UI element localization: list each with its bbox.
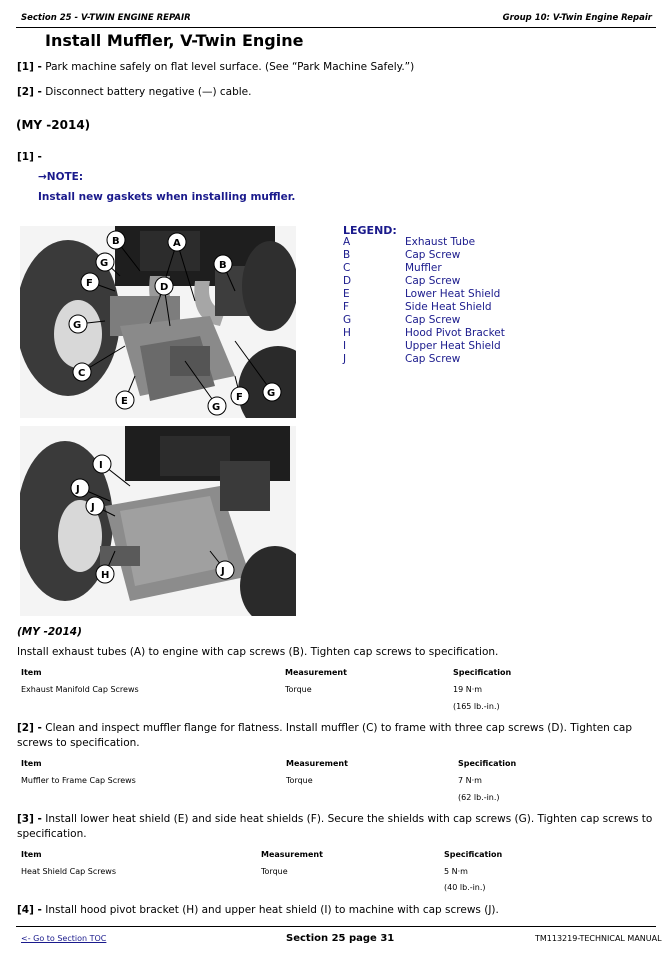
table-cell-item: Heat Shield Cap Screws: [21, 867, 116, 876]
callout-i: [93, 455, 111, 473]
step-number: [4] -: [17, 904, 42, 916]
page-title: Install Muffler, V-Twin Engine: [45, 31, 304, 50]
legend-item: A Exhaust Tube: [343, 236, 476, 248]
step-number: [2] -: [17, 86, 42, 98]
svg-text:G: G: [267, 388, 276, 399]
step-text: Park machine safely on flat level surface. (See “Park Machine Safely.”): [45, 61, 415, 73]
svg-text:F: F: [236, 392, 243, 403]
svg-text:J: J: [76, 484, 80, 495]
table-cell-item: Muffler to Frame Cap Screws: [21, 776, 136, 785]
svg-text:G: G: [73, 320, 82, 331]
table-cell-spec: 19 N·m: [453, 685, 483, 694]
svg-text:J: J: [221, 566, 225, 577]
callout-a: [168, 233, 186, 251]
table-header-measurement: Measurement: [261, 850, 323, 859]
table-header-item: Item: [21, 850, 42, 859]
table-header-specification: Specification: [444, 850, 503, 859]
step-hood-bracket: [17, 903, 499, 918]
callout-g: [208, 397, 226, 415]
svg-text:D: D: [160, 282, 169, 293]
legend-item: F Side Heat Shield: [343, 301, 492, 313]
page-number: Section 25 page 31: [286, 933, 395, 944]
step-text: Clean and inspect muffler flange for flatness. Install muffler (C) to frame with three cap screws (D). Tighten cap screws to specification.: [17, 722, 633, 749]
table-header-item: Item: [21, 759, 42, 768]
instruction-exhaust: Install exhaust tubes (A) to engine with cap screws (B). Tighten cap screws to specification.: [17, 646, 499, 658]
legend-item: C Muffler: [343, 262, 442, 274]
table-cell-spec: 7 N·m: [458, 776, 482, 785]
step-text: Disconnect battery negative (—) cable.: [45, 86, 252, 98]
step-number: [3] -: [17, 813, 42, 825]
svg-text:A: A: [173, 238, 181, 249]
callout-j: [86, 497, 104, 515]
table-cell-spec-alt: (62 lb.-in.): [458, 793, 500, 802]
svg-text:G: G: [212, 402, 221, 413]
muffler-photo-top: [20, 226, 296, 418]
legend-item: D Cap Screw: [343, 275, 461, 287]
legend-title: LEGEND:: [343, 224, 397, 237]
callout-f: [231, 387, 249, 405]
callout-c: [73, 363, 91, 381]
legend-item: G Cap Screw: [343, 314, 461, 326]
callout-j: [216, 561, 234, 579]
svg-text:H: H: [101, 570, 110, 581]
svg-text:F: F: [86, 278, 93, 289]
svg-text:B: B: [219, 260, 227, 271]
callout-b: [107, 231, 125, 249]
svg-text:J: J: [91, 502, 95, 513]
step-number: [2] -: [17, 722, 42, 734]
table-header-item: Item: [21, 668, 42, 677]
callout-g: [96, 253, 114, 271]
legend-item: E Lower Heat Shield: [343, 288, 501, 300]
step-heat-shields: [17, 812, 657, 842]
table-cell-item: Exhaust Manifold Cap Screws: [21, 685, 139, 694]
manual-id: TM113219-TECHNICAL MANUAL: [535, 934, 662, 943]
table-cell-spec-alt: (165 lb.-in.): [453, 702, 500, 711]
table-header-measurement: Measurement: [286, 759, 348, 768]
step-muffler: [17, 721, 657, 751]
table-header-specification: Specification: [453, 668, 512, 677]
callout-e: [116, 391, 134, 409]
svg-text:E: E: [121, 396, 128, 407]
step-number: [1] -: [17, 61, 42, 73]
step-text: Install lower heat shield (E) and side heat shields (F). Secure the shields with cap screws (G). Tighten cap screws to specification.: [17, 813, 653, 840]
note-text: Install new gaskets when installing muffler.: [38, 191, 296, 203]
table-cell-measurement: Torque: [286, 776, 313, 785]
callout-j: [71, 479, 89, 497]
callout-g: [69, 315, 87, 333]
table-cell-measurement: Torque: [261, 867, 288, 876]
legend-item: J Cap Screw: [343, 353, 461, 365]
section-header: Section 25 - V-TWIN ENGINE REPAIR: [21, 13, 191, 23]
svg-text:G: G: [100, 258, 109, 269]
step-marker: [1] -: [17, 151, 42, 163]
model-year-heading: (MY -2014): [16, 118, 91, 132]
legend-item: H Hood Pivot Bracket: [343, 327, 505, 339]
callout-d: [155, 277, 173, 295]
section-toc-link[interactable]: <- Go to Section TOC: [21, 934, 107, 943]
table-cell-spec: 5 N·m: [444, 867, 468, 876]
model-year-tag: (MY -2014): [17, 626, 82, 638]
step-battery: [17, 85, 251, 100]
callout-b: [214, 255, 232, 273]
svg-text:C: C: [78, 368, 86, 379]
legend-item: I Upper Heat Shield: [343, 340, 501, 352]
step-park: [17, 60, 414, 75]
group-header: Group 10: V-Twin Engine Repair: [502, 13, 652, 23]
callout-g: [263, 383, 281, 401]
table-cell-spec-alt: (40 lb.-in.): [444, 883, 486, 892]
muffler-photo-bottom: [20, 426, 296, 616]
note-label: →NOTE:: [38, 171, 84, 183]
table-header-specification: Specification: [458, 759, 517, 768]
table-header-measurement: Measurement: [285, 668, 347, 677]
callout-h: [96, 565, 114, 583]
footer-divider: [16, 926, 656, 927]
svg-text:B: B: [112, 236, 120, 247]
callout-f: [81, 273, 99, 291]
table-cell-measurement: Torque: [285, 685, 312, 694]
legend-item: B Cap Screw: [343, 249, 461, 261]
step-text: Install hood pivot bracket (H) and upper heat shield (I) to machine with cap screws (J).: [45, 904, 499, 916]
header-divider: [16, 27, 656, 28]
svg-text:I: I: [99, 460, 103, 471]
